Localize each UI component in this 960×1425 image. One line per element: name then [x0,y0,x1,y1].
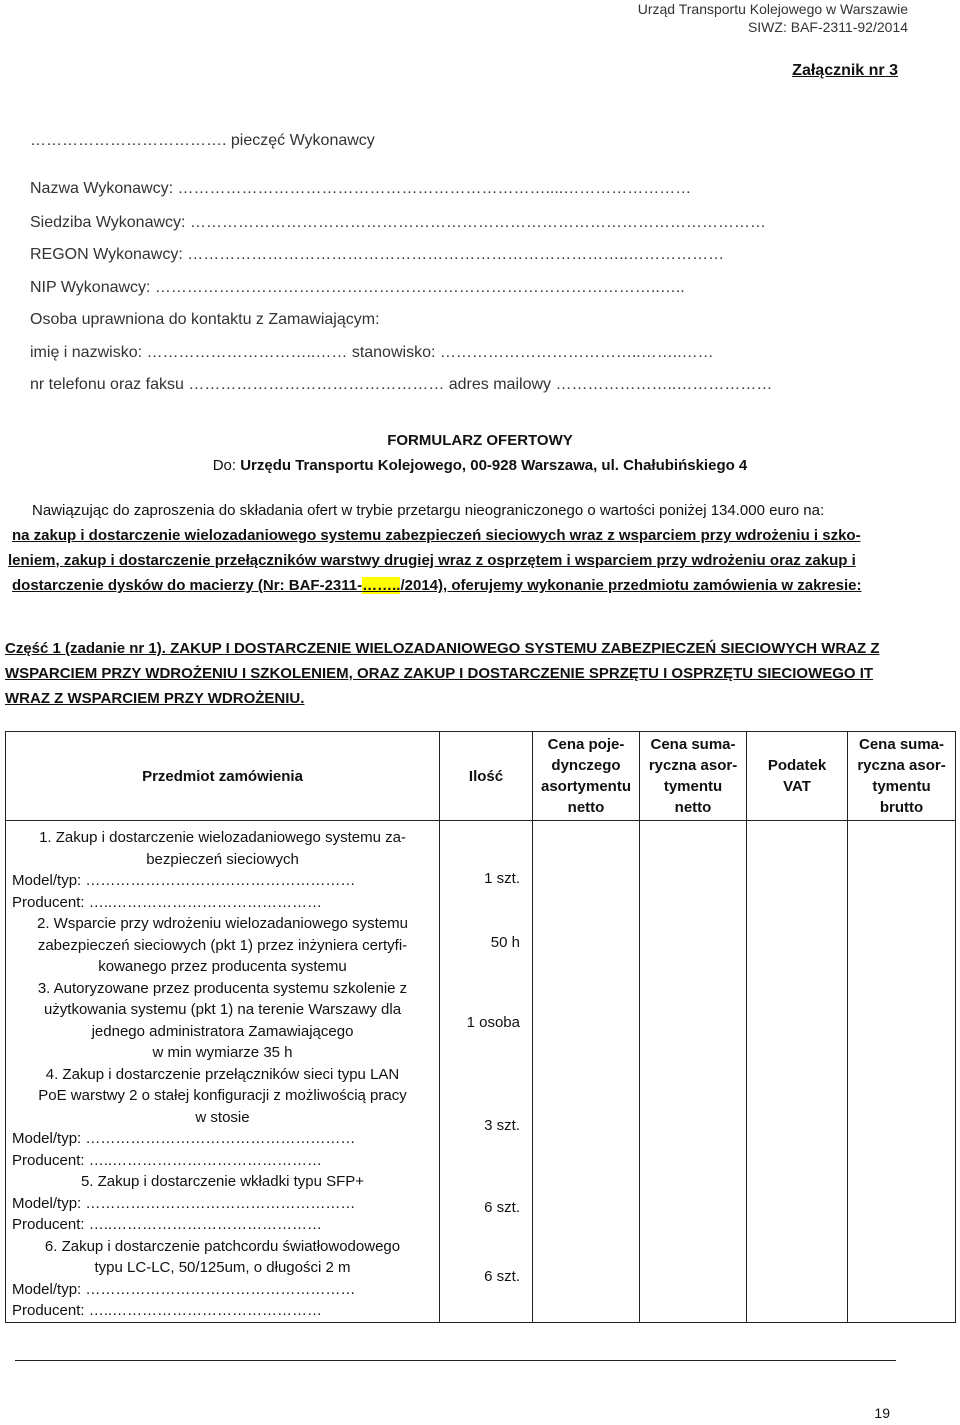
item-5-line-1: 5. Zakup i dostarczenie wkładki typu SFP+ [80,1173,365,1190]
name-position-field[interactable]: imię i nazwisko: …………………………..…… stanowisko: ………………………………..……..…… [30,344,714,361]
item-1-line-1: 1. Zakup i dostarczenie wielozadaniowego systemu za- [39,829,406,846]
item-6-line-1: 6. Zakup i dostarczenie patchcordu światłowodowego [44,1237,401,1255]
vat-input[interactable] [747,821,848,1323]
item-3-line-3: jednego administratora Zamawiającego [91,1022,354,1040]
item-5-line-2[interactable]: Model/typ: ……………………………………………… [12,1194,356,1212]
contractor-seal: ………………………………. pieczęć Wykonawcy [30,132,375,149]
item-description-3 [6,978,439,1064]
item-6-quantity: 6 szt. [484,1267,520,1285]
contractor-name-field[interactable]: Nazwa Wykonawcy: ……………………………………………………………....…………………… [30,180,692,197]
item-3-line-1: 3. Autoryzowane przez producenta systemu szkolenie z [37,979,408,997]
item-description-2 [6,913,439,978]
total-gross-input[interactable] [848,821,956,1323]
header-vat: Podatek VAT [747,732,848,821]
intro-subject-line-3 [12,577,861,594]
header-institution: Urząd Transportu Kolejowego w Warszawie [637,1,908,17]
offer-table [5,731,956,1323]
recipient-address: Urzędu Transportu Kolejowego, 00-928 Warszawa, ul. Chałubińskiego 4 [240,457,748,474]
part-title-line-2: WSPARCIEM PRZY WDROŻENIU I SZKOLENIEM, ORAZ ZAKUP I DOSTARCZENIE SPRZĘTU I OSPRZĘTU SIECIOWEGO IT [5,665,874,682]
offer-table-header [6,732,956,821]
item-1-line-4[interactable]: Producent: …..…………………………………… [12,893,323,911]
item-description-1 [6,827,439,913]
page-number: 19 [874,1405,890,1421]
item-4-quantity: 3 szt. [484,1117,520,1134]
intro-paragraph: Nawiązując do zaproszenia do składania ofert w trybie przetargu nieograniczonego o wartości poniżej 134.000 euro na: [32,502,825,519]
part-title-line-1 [5,640,880,657]
item-5-line-3[interactable]: Producent: …..…………………………………… [12,1216,323,1233]
item-6-line-2: typu LC-LC, 50/125um, o długości 2 m [94,1259,351,1276]
header-total-net: Cena suma- ryczna asor- tymentu netto [640,732,747,821]
item-4-line-3: w stosie [195,1108,250,1126]
total-net-input[interactable] [640,821,747,1323]
item-2-line-1: 2. Wsparcie przy wdrożeniu wielozadaniowego systemu [36,915,408,932]
item-3-line-2: użytkowania systemu (pkt 1) na terenie Warszawy dla [43,1001,402,1018]
nip-field[interactable]: NIP Wykonawcy: …………………………………………………………………………………..….. [30,279,685,296]
item-6-line-3[interactable]: Model/typ: ……………………………………………… [12,1280,356,1298]
intro-subject-line-1: na zakup i dostarczenie wielozadaniowego systemu zabezpieczeń sieciowych wraz z wsparciem przy wdrożeniu i szko- [12,527,861,544]
item-description-4 [6,1064,439,1172]
header-quantity: Ilość [440,732,533,821]
table-row [6,821,956,1323]
item-2-line-3: kowanego przez producenta systemu [98,958,347,975]
item-4-line-2: PoE warstwy 2 o stałej konfiguracji z możliwością pracy [38,1087,407,1104]
items-description-cell [6,821,440,1323]
contact-person-label: Osoba uprawniona do kontaktu z Zamawiającym: [30,311,380,328]
annex-title: Załącznik nr 3 [792,62,898,79]
case-number-placeholder[interactable]: …….. [362,577,401,594]
part-name-start: ZAKUP I DOSTARCZENIE WIELOZADANIOWEGO SYSTEMU ZABEZPIECZEŃ SIECIOWYCH WRAZ Z [165,640,880,657]
item-2-quantity: 50 h [490,934,520,952]
header-unit-price-net: Cena poje- dynczego asortymentu netto [533,732,640,821]
unit-price-net-input[interactable] [533,821,640,1323]
item-4-line-4[interactable]: Model/typ: ……………………………………………… [12,1130,356,1147]
header-siwz: SIWZ: BAF-2311-92/2014 [747,19,908,35]
phone-email-field[interactable]: nr telefonu oraz faksu ………………………………………… adres mailowy …………………..……………… [30,376,773,393]
contractor-seat-field[interactable]: Siedziba Wykonawcy: ……………………………………………………………………………………………… [30,214,766,231]
recipient-prefix: Do: [212,457,241,474]
item-description-6 [6,1236,439,1322]
item-6-line-4[interactable]: Producent: …..…………………………………… [12,1302,323,1319]
item-1-line-2: bezpieczeń sieciowych [146,850,299,868]
item-2-line-2: zabezpieczeń sieciowych (pkt 1) przez inżyniera certyfi- [37,936,408,954]
footer-divider [15,1360,896,1361]
intro-subject-line-2: leniem, zakup i dostarczenie przełączników warstwy drugiej wraz z osprzętem i wsparciem przy wdrożeniu oraz zakup i [8,552,856,569]
quantity-cell [440,821,533,1323]
item-4-line-5[interactable]: Producent: …..…………………………………… [12,1151,323,1169]
form-title: FORMULARZ OFERTOWY [387,432,573,449]
recipient-line [0,457,960,474]
item-1-quantity: 1 szt. [484,869,520,887]
part-title-line-3: WRAZ Z WSPARCIEM PRZY WDROŻENIU. [5,690,305,707]
header-total-gross: Cena suma- ryczna asor- tymentu brutto [848,732,956,821]
intro-subject-end: /2014), oferujemy wykonanie przedmiotu zamówienia w zakresie: [400,577,862,594]
item-5-quantity: 6 szt. [484,1198,520,1216]
regon-field[interactable]: REGON Wykonawcy: ………………………………………………………………………..……………… [30,246,725,263]
item-3-quantity: 1 osoba [466,1013,520,1031]
intro-subject-start: dostarczenie dysków do macierzy (Nr: BAF-2311- [12,577,363,594]
part-number: Część 1 (zadanie nr 1). [5,640,166,657]
item-3-line-4: w min wymiarze 35 h [152,1044,293,1061]
item-1-line-3[interactable]: Model/typ: ……………………………………………… [12,872,356,889]
header-subject: Przedmiot zamówienia [6,732,440,821]
item-4-line-1: 4. Zakup i dostarczenie przełączników sieci typu LAN [45,1065,400,1083]
item-description-5 [6,1171,439,1236]
